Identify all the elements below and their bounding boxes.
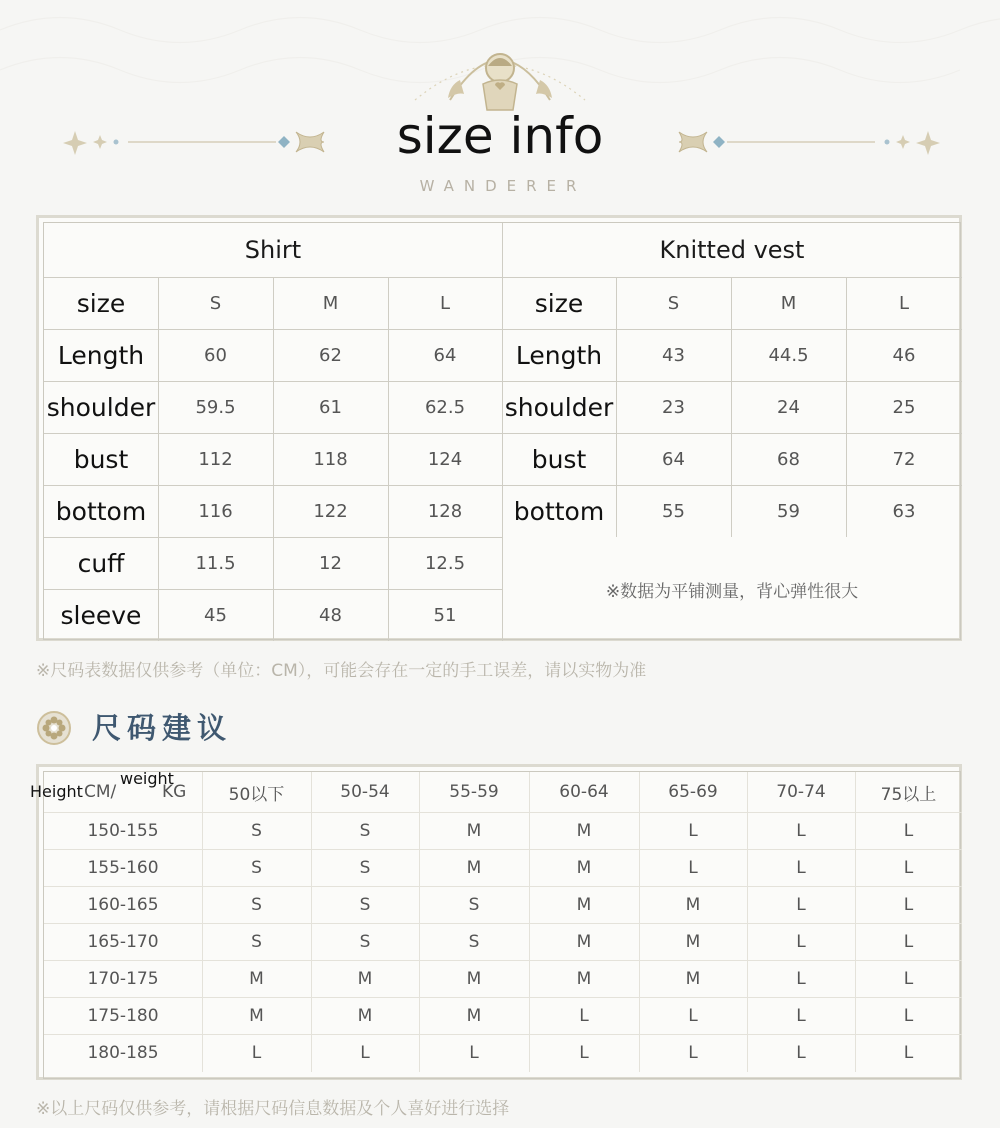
recommend-cell: M — [249, 968, 264, 989]
vest-header: Knitted vest — [659, 236, 805, 264]
recommend-cell: L — [903, 931, 914, 952]
recommend-cell: L — [796, 1005, 806, 1026]
shirt-row-label: shoulder — [46, 392, 156, 422]
weight-col-header: 55-59 — [449, 782, 499, 802]
recommend-cell: M — [576, 820, 592, 841]
shirt-cell: 59.5 — [195, 396, 236, 418]
recommend-cell: S — [359, 931, 371, 952]
recommend-cell: M — [357, 1005, 373, 1026]
recommend-cell: L — [903, 894, 914, 915]
recommend-cell: M — [576, 857, 592, 878]
vest-col-header: M — [780, 292, 797, 314]
vest-cell: 44.5 — [768, 344, 809, 366]
shirt-col-header: size — [76, 288, 126, 318]
recommend-cell: L — [360, 1043, 370, 1063]
vest-measure-note: ※数据为平铺测量，背心弹性很大 — [605, 581, 859, 602]
height-row-label: 150-155 — [87, 820, 159, 841]
shirt-header: Shirt — [244, 236, 302, 264]
weight-col-header: 70-74 — [776, 782, 826, 802]
weight-col-header: 65-69 — [668, 782, 718, 802]
vest-col-header: L — [898, 292, 910, 314]
recommend-cell: L — [903, 857, 914, 878]
vest-cell: 23 — [662, 396, 685, 418]
weight-col-header: 60-64 — [559, 782, 609, 802]
vest-cell: 43 — [662, 344, 685, 366]
shirt-col-header: S — [209, 292, 222, 314]
shirt-cell: 45 — [204, 604, 227, 626]
recommend-cell: M — [466, 1005, 482, 1026]
recommend-cell: M — [685, 968, 701, 989]
weight-col-header: 75以上 — [880, 784, 937, 805]
size-table — [36, 215, 962, 641]
vest-cell: 24 — [777, 396, 800, 418]
shirt-cell: 124 — [427, 448, 463, 470]
recommend-cell: M — [685, 931, 701, 952]
recommend-cell: L — [796, 1043, 806, 1063]
size-table-grid — [43, 222, 961, 640]
recommend-cell: M — [466, 820, 482, 841]
recommend-cell: M — [466, 857, 482, 878]
vest-cell: 59 — [777, 500, 800, 522]
shirt-cell: 61 — [319, 396, 342, 418]
recommend-cell: L — [579, 1043, 589, 1063]
shirt-cell: 48 — [319, 604, 342, 626]
height-row-label: 155-160 — [87, 857, 159, 878]
recommend-cell: L — [579, 1005, 589, 1026]
vest-row-label: Length — [515, 340, 603, 370]
shirt-cell: 64 — [433, 344, 457, 366]
recommend-cell: L — [469, 1043, 479, 1063]
vest-cell: 55 — [662, 500, 685, 522]
height-row-label: 180-185 — [87, 1043, 159, 1063]
recommend-section-title: 尺码建议 — [92, 711, 233, 745]
size-recommend-grid — [43, 771, 961, 1079]
page-title: size info — [396, 107, 604, 165]
recommend-cell: S — [251, 820, 262, 841]
vest-col-header: S — [667, 292, 680, 314]
shirt-cell: 60 — [204, 344, 227, 366]
corner-height-label: Height — [30, 782, 83, 801]
vest-cell: 63 — [892, 500, 916, 522]
shirt-cell: 12 — [319, 552, 342, 574]
vest-cell: 46 — [892, 344, 916, 366]
recommend-cell: S — [251, 857, 262, 878]
recommend-cell: L — [903, 1043, 914, 1063]
shirt-cell: 12.5 — [424, 552, 466, 574]
recommend-cell: L — [796, 931, 806, 952]
recommend-cell: L — [251, 1043, 262, 1063]
page-subtitle: WANDERER — [419, 177, 587, 195]
vest-row-label: bust — [531, 444, 587, 474]
shirt-cell: 112 — [198, 448, 233, 470]
corner-weight-label: weight — [120, 769, 174, 788]
recommend-cell: L — [903, 968, 914, 989]
height-row-label: 165-170 — [87, 931, 159, 952]
vest-col-header: size — [534, 288, 584, 318]
vest-row-label: bottom — [513, 496, 605, 526]
shirt-col-header: L — [439, 292, 451, 314]
recommend-cell: M — [466, 968, 482, 989]
shirt-cell: 11.5 — [195, 552, 236, 574]
shirt-row-label: bottom — [55, 496, 147, 526]
shirt-col-header: M — [322, 292, 339, 314]
height-row-label: 160-165 — [87, 894, 159, 915]
recommend-cell: M — [576, 931, 592, 952]
weight-col-header: 50-54 — [340, 782, 390, 802]
recommend-cell: L — [796, 857, 806, 878]
recommend-cell: M — [357, 968, 373, 989]
shirt-cell: 62 — [319, 344, 342, 366]
shirt-row-label: cuff — [77, 548, 125, 578]
recommend-cell: L — [688, 1005, 698, 1026]
height-row-label: 175-180 — [87, 1005, 159, 1026]
recommend-cell: L — [796, 968, 806, 989]
recommend-cell: S — [251, 894, 262, 915]
recommend-cell: S — [359, 894, 371, 915]
recommend-cell: L — [688, 857, 698, 878]
vest-row-label: shoulder — [504, 392, 614, 422]
recommend-cell: L — [688, 1043, 698, 1063]
flower-badge-icon — [36, 710, 72, 746]
size-recommend-table — [36, 764, 962, 1080]
vest-cell: 25 — [892, 396, 916, 418]
recommend-cell: M — [249, 1005, 264, 1026]
recommend-cell: L — [903, 820, 914, 841]
height-row-label: 170-175 — [87, 968, 159, 989]
shirt-cell: 128 — [427, 500, 463, 522]
shirt-row-label: sleeve — [60, 600, 142, 630]
shirt-cell: 62.5 — [424, 396, 466, 418]
corner-unit-kg: KG — [162, 782, 187, 802]
recommend-cell: L — [903, 1005, 914, 1026]
recommend-cell: L — [796, 820, 806, 841]
vest-cell: 72 — [892, 448, 916, 470]
recommend-cell: S — [468, 894, 480, 915]
size-table-note: ※尺码表数据仅供参考（单位：CM），可能会存在一定的手工误差，请以实物为准 — [36, 661, 647, 681]
shirt-cell: 51 — [433, 604, 457, 626]
page-header — [0, 0, 1000, 210]
corner-unit-cm: CM/ — [84, 782, 117, 802]
recommend-cell: M — [576, 968, 592, 989]
recommend-cell: L — [688, 820, 698, 841]
weight-col-header: 50以下 — [228, 784, 285, 805]
recommend-cell: L — [796, 894, 806, 915]
recommend-cell: S — [251, 931, 262, 952]
shirt-row-label: bust — [73, 444, 129, 474]
recommend-cell: M — [576, 894, 592, 915]
vest-cell: 68 — [777, 448, 800, 470]
recommend-cell: S — [359, 820, 371, 841]
recommend-footer-note: ※以上尺码仅供参考，请根据尺码信息数据及个人喜好进行选择 — [36, 1099, 510, 1119]
shirt-row-label: Length — [57, 340, 145, 370]
recommend-cell: S — [468, 931, 480, 952]
recommend-cell: M — [685, 894, 701, 915]
vest-cell: 64 — [662, 448, 685, 470]
shirt-cell: 118 — [313, 448, 348, 470]
shirt-cell: 116 — [198, 500, 233, 522]
shirt-cell: 122 — [313, 500, 348, 522]
recommend-cell: S — [359, 857, 371, 878]
